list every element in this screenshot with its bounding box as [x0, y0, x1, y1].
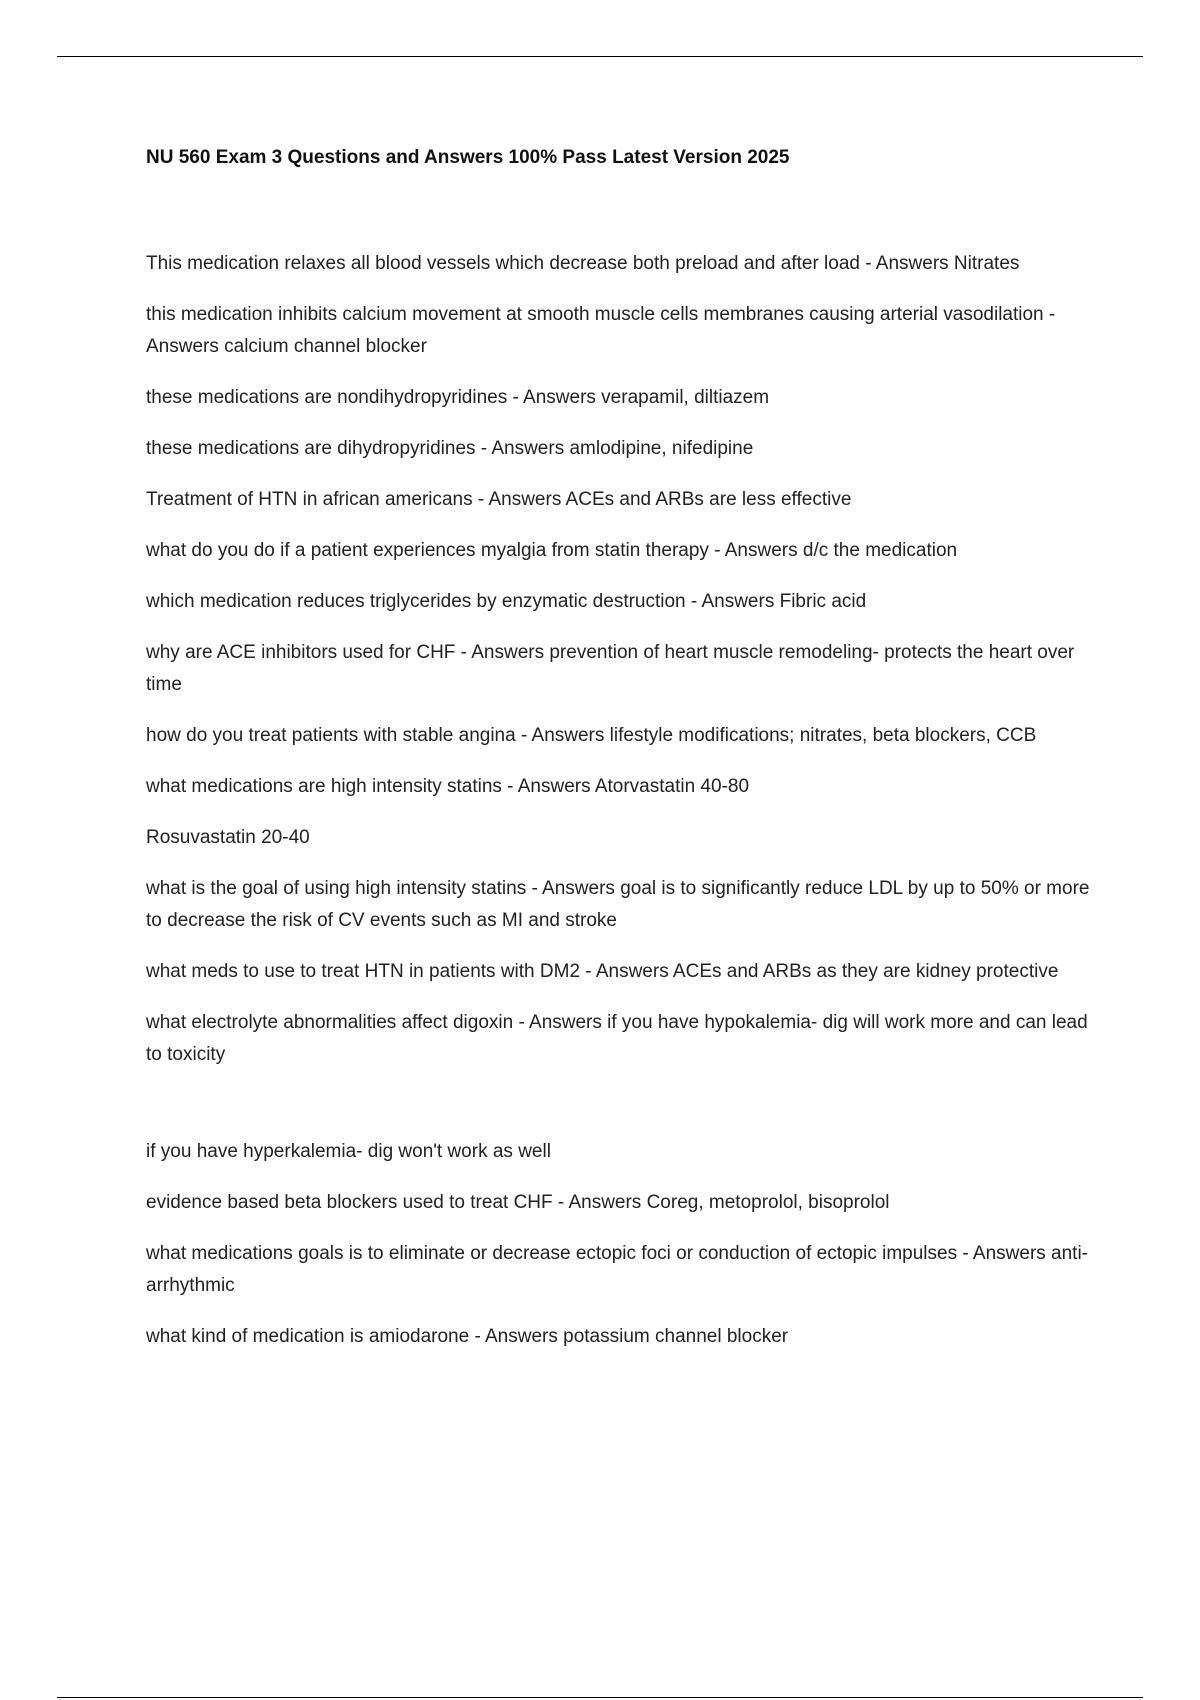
qa-item: these medications are nondihydropyridines - Answers verapamil, diltiazem — [146, 387, 770, 408]
qa-item: what do you do if a patient experiences myalgia from statin therapy - Answers d/c the medication — [146, 540, 958, 561]
bottom-rule — [57, 1697, 1143, 1698]
qa-item: what meds to use to treat HTN in patients with DM2 - Answers ACEs and ARBs as they are kidney protective — [146, 961, 1059, 982]
qa-item: this medication inhibits calcium movement at smooth muscle cells membranes causing arterial vasodilation - Answers calcium channel blocker — [146, 304, 1056, 357]
qa-item: what electrolyte abnormalities affect digoxin - Answers if you have hypokalemia- dig will work more and can lead to toxicity — [146, 1012, 1088, 1065]
qa-item: evidence based beta blockers used to treat CHF - Answers Coreg, metoprolol, bisoprolol — [146, 1192, 890, 1213]
qa-item: Treatment of HTN in african americans - Answers ACEs and ARBs are less effective — [146, 489, 852, 510]
qa-item: what medications are high intensity statins - Answers Atorvastatin 40-80 — [146, 776, 750, 797]
qa-item: what is the goal of using high intensity statins - Answers goal is to significantly reduce LDL by up to 50% or more to decrease the risk of CV events such as MI and stroke — [146, 878, 1090, 931]
qa-item: what kind of medication is amiodarone - Answers potassium channel blocker — [146, 1326, 789, 1347]
qa-item: what medications goals is to eliminate or decrease ectopic foci or conduction of ectopic impulses - Answers anti-arrhythmic — [146, 1243, 1089, 1296]
qa-item: if you have hyperkalemia- dig won't work as well — [146, 1141, 551, 1162]
qa-item: Rosuvastatin 20-40 — [146, 827, 310, 848]
qa-list — [146, 248, 1096, 1372]
qa-item: which medication reduces triglycerides by enzymatic destruction - Answers Fibric acid — [146, 591, 867, 612]
qa-item: these medications are dihydropyridines - Answers amlodipine, nifedipine — [146, 438, 754, 459]
qa-item: This medication relaxes all blood vessels which decrease both preload and after load - Answers Nitrates — [146, 253, 1020, 274]
document-title: NU 560 Exam 3 Questions and Answers 100% Pass Latest Version 2025 — [146, 147, 790, 168]
qa-item: why are ACE inhibitors used for CHF - Answers prevention of heart muscle remodeling- protects the heart over time — [146, 642, 1075, 695]
top-rule — [57, 56, 1143, 57]
qa-item: how do you treat patients with stable angina - Answers lifestyle modifications; nitrates, beta blockers, CCB — [146, 725, 1037, 746]
